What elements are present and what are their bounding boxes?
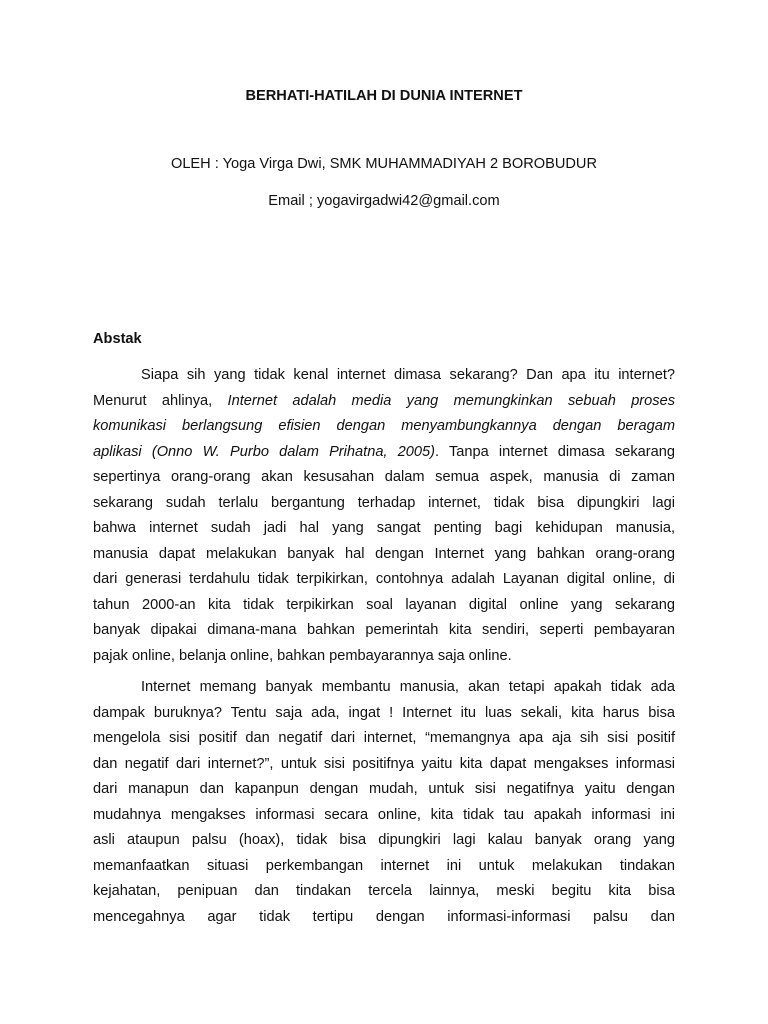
author-line: OLEH : Yoga Virga Dwi, SMK MUHAMMADIYAH 2 BOROBUDUR [170,156,598,172]
paragraph-line: mengelola sisi positif dan negatif dari internet, “memangnya apa aja sih sisi positif [93,730,675,746]
paragraph-line: dampak buruknya? Tentu saja ada, ingat ! Internet itu luas sekali, kita harus bisa [93,704,675,721]
paragraph-line: pajak online, belanja online, bahkan pembayarannya saja online. [93,647,512,664]
email-line: Email ; yogavirgadwi42@gmail.com [268,193,500,209]
paragraph-line: banyak dipakai dimana-mana bahkan pemerintah kita sendiri, seperti pembayaran [93,622,675,638]
paragraph-line: Menurut ahlinya, Internet adalah media yang memungkinkan sebuah proses [93,392,675,409]
document-title: BERHATI-HATILAH DI DUNIA INTERNET [245,88,523,104]
paragraph-line: tahun 2000-an kita tidak terpikirkan soal layanan digital online yang sekarang [93,596,675,613]
paragraph-line: sekarang sudah terlalu bergantung terhadap internet, tidak bisa dipungkiri lagi [93,494,675,511]
paragraph-line: bahwa internet sudah jadi hal yang sangat penting bagi kehidupan manusia, [93,520,675,536]
abstract-paragraph-1 [93,363,675,669]
abstract-paragraph-2 [93,675,675,930]
quote-text: Internet adalah media yang memungkinkan sebuah proses [227,392,675,409]
paragraph-line: sepertinya orang-orang akan kesusahan dalam semua aspek, manusia di zaman [93,469,675,485]
paragraph-line: Internet memang banyak membantu manusia, akan tetapi apakah tidak ada [141,679,675,695]
paragraph-line: mudahnya mengakses informasi secara online, kita tidak tau apakah informasi ini [93,806,675,823]
paragraph-line: Siapa sih yang tidak kenal internet dimasa sekarang? Dan apa itu internet? [141,367,675,383]
paragraph-line: manusia dapat melakukan banyak hal dengan Internet yang bahkan orang-orang [93,545,675,562]
paragraph-line: memanfaatkan situasi perkembangan internet ini untuk melakukan tindakan [93,857,675,874]
paragraph-line: dari generasi terdahulu tidak terpikirkan, contohnya adalah Layanan digital online, di [93,571,675,587]
quote-text: komunikasi berlangsung efisien dengan menyambungkannya dengan beragam [93,418,675,434]
paragraph-line: dan negatif dari internet?”, untuk sisi positifnya yaitu kita dapat mengakses informasi [93,755,675,772]
abstract-heading: Abstak [93,331,142,347]
paragraph-line: dari manapun dan kapanpun dengan mudah, untuk sisi negatifnya yaitu dengan [93,781,675,797]
paragraph-line: aplikasi (Onno W. Purbo dalam Prihatna, 2005). Tanpa internet dimasa sekarang [93,443,675,460]
paragraph-line: mencegahnya agar tidak tertipu dengan informasi-informasi palsu dan [93,908,675,925]
paragraph-line: kejahatan, penipuan dan tindakan tercela lainnya, meski begitu kita bisa [93,883,675,899]
paragraph-line: asli ataupun palsu (hoax), tidak bisa dipungkiri lagi kalau banyak orang yang [93,832,675,848]
quote-citation: aplikasi (Onno W. Purbo dalam Prihatna, 2005) [93,443,435,460]
paragraph-line [93,414,675,440]
